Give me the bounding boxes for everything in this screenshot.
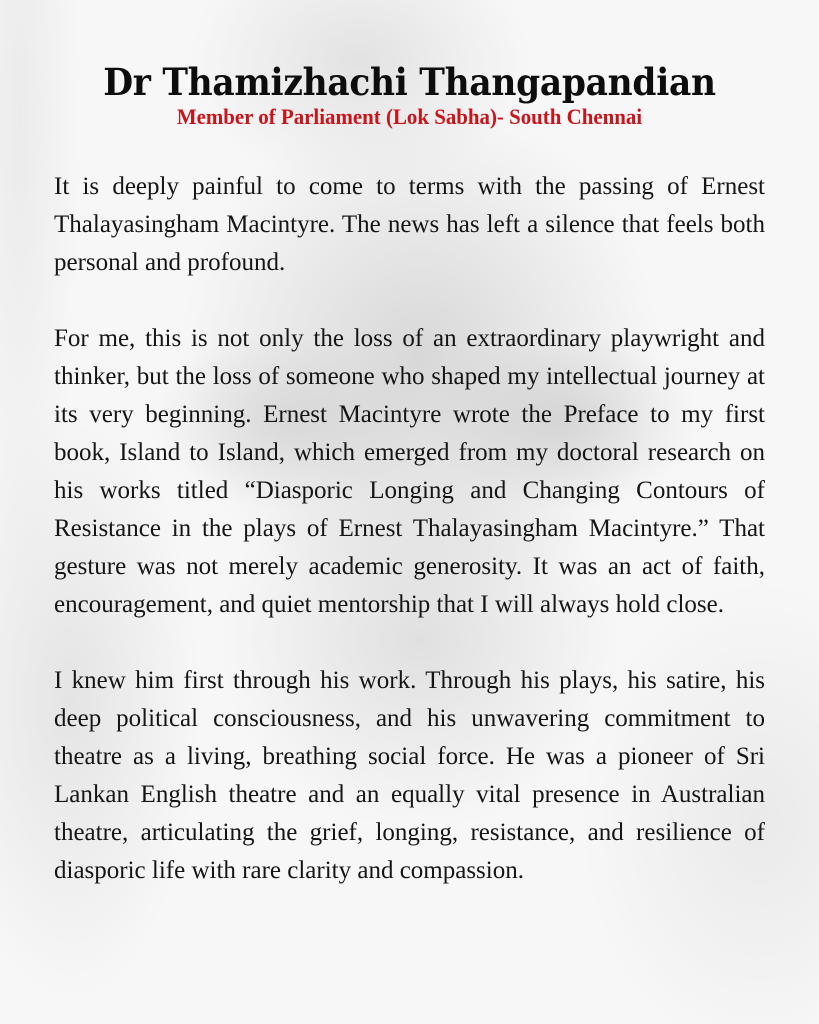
paragraph-3: I knew him first through his work. Through his plays, his satire, his deep political consciousness, and his unwavering commitment to theatre as a living, breathing social force. He was a pioneer of Sri Lankan English theatre and an equally vital presence in Australian theatre, articulating the grief, longing, resistance, and resilience of diasporic life with rare clarity and compassion. xyxy=(54,667,765,884)
author-designation: Member of Parliament (Lok Sabha)- South Chennai xyxy=(176,104,643,129)
paragraph-2: For me, this is not only the loss of an extraordinary playwright and thinker, but the loss of someone who shaped my intellectual journey at its very beginning. Ernest Macintyre wrote the Preface to my first book, Island to Island, which emerged from my doctoral research on his works titled “Diasporic Longing and Changing Contours of Resistance in the plays of Ernest Thalayasingham Macintyre.” That gesture was not merely academic generosity. It was an act of faith, encouragement, and quiet mentorship that I will always hold close. xyxy=(54,325,765,618)
author-name: Dr Thamizhachi Thangapandian xyxy=(103,60,716,104)
statement-body xyxy=(54,168,765,890)
header xyxy=(54,0,765,130)
paragraph-1: It is deeply painful to come to terms with the passing of Ernest Thalayasingham Macintyre. The news has left a silence that feels both personal and profound. xyxy=(54,173,765,276)
